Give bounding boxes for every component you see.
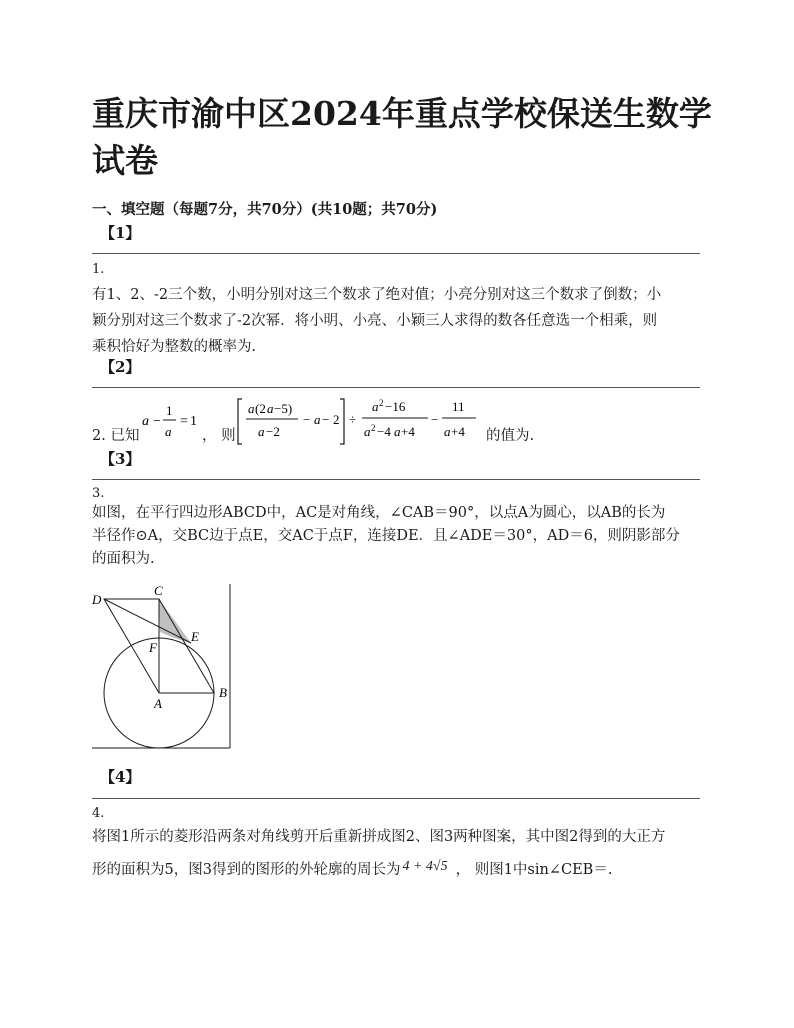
svg-text:a: a: [165, 424, 172, 439]
geometry-figure: [90, 582, 236, 754]
text-suffix: 的值为.: [486, 428, 535, 444]
svg-text:=: =: [180, 414, 188, 429]
label-d: D: [92, 592, 102, 607]
text-line: 的面积为.: [92, 551, 155, 567]
svg-text:−: −: [322, 412, 330, 427]
svg-text:a: a: [314, 412, 321, 427]
text-line: 将图1所示的菱形沿两条对角线剪开后重新拼成图2、图3两种图案，其中图2得到的大正方: [92, 829, 666, 845]
question-1-text: [92, 282, 702, 360]
text-prefix: 已知: [110, 428, 140, 444]
divider: [92, 798, 700, 799]
svg-text:a: a: [372, 399, 379, 414]
svg-text:−: −: [303, 412, 311, 427]
svg-text:−: −: [431, 412, 439, 427]
svg-text:−5): −5): [274, 401, 293, 416]
question-number: 4.: [92, 806, 105, 821]
divider: [92, 387, 700, 388]
text-line: 乘积恰好为整数的概率为.: [92, 339, 257, 355]
svg-text:a: a: [258, 424, 265, 439]
svg-text:a: a: [394, 424, 401, 439]
question-tag-2: 【2】: [100, 358, 141, 376]
svg-text:1: 1: [190, 414, 197, 429]
question-number: 3.: [92, 486, 105, 501]
section-heading: 一、填空题（每题7分，共70分）(共10题；共70分): [92, 201, 438, 218]
svg-text:a: a: [364, 424, 371, 439]
question-2-text: [92, 424, 139, 445]
svg-text:−4: −4: [377, 424, 391, 439]
divider: [92, 479, 700, 480]
svg-text:a: a: [248, 401, 255, 416]
question-tag-4: 【4】: [100, 768, 141, 786]
svg-text:2: 2: [371, 423, 376, 433]
svg-text:2: 2: [333, 412, 340, 427]
label-b: B: [219, 685, 227, 700]
label-c: C: [154, 583, 163, 598]
text-line: [92, 852, 702, 885]
svg-text:−16: −16: [385, 399, 406, 414]
svg-text:11: 11: [452, 399, 465, 414]
svg-text:1: 1: [166, 403, 173, 418]
text-line: 半径作⊙A，交BC边于点E，交AC于点F，连接DE．且∠ADE＝30°，AD＝6，则阴影部分: [92, 528, 680, 544]
svg-text:2: 2: [379, 398, 384, 408]
svg-text:+4: +4: [401, 424, 415, 439]
question-3-text: [92, 502, 702, 571]
svg-text:−: −: [153, 414, 161, 429]
question-tag-1: 【1】: [100, 224, 141, 242]
question-4-text: [92, 822, 702, 885]
page-title: 重庆市渝中区2024年重点学校保送生数学试卷: [92, 94, 712, 180]
question-number: 2.: [92, 428, 106, 444]
perimeter-formula: 4 + 4√5: [402, 859, 448, 874]
text-segment: ， 则图1中sin∠CEB＝.: [455, 862, 613, 878]
svg-text:(2: (2: [255, 401, 266, 416]
svg-text:a: a: [444, 424, 451, 439]
question-tag-3: 【3】: [100, 450, 141, 468]
svg-text:a: a: [142, 414, 149, 429]
question-number: 1.: [92, 262, 105, 277]
label-f: F: [149, 640, 157, 655]
text-middle: ， 则: [202, 428, 236, 444]
divider: [92, 253, 700, 254]
text-segment: 形的面积为5，图3得到的图形的外轮廓的周长为: [92, 862, 401, 878]
given-formula: [140, 400, 198, 444]
svg-text:−2: −2: [266, 424, 280, 439]
svg-text:+4: +4: [451, 424, 465, 439]
expression-formula: [236, 396, 482, 448]
text-line: 颖分别对这三个数求了-2次幂．将小明、小亮、小颖三人求得的数各任意选一个相乘，则: [92, 313, 658, 329]
text-line: 如图，在平行四边形ABCD中，AC是对角线，∠CAB＝90°，以点A为圆心，以AB的长为: [92, 505, 666, 521]
text-line: 有1、2、-2三个数，小明分别对这三个数求了绝对值；小亮分别对这三个数求了倒数；小: [92, 287, 662, 303]
label-e: E: [191, 629, 199, 644]
svg-text:÷: ÷: [349, 412, 357, 427]
shaded-region: [159, 599, 191, 643]
svg-text:a: a: [267, 401, 274, 416]
label-a: A: [154, 696, 162, 711]
